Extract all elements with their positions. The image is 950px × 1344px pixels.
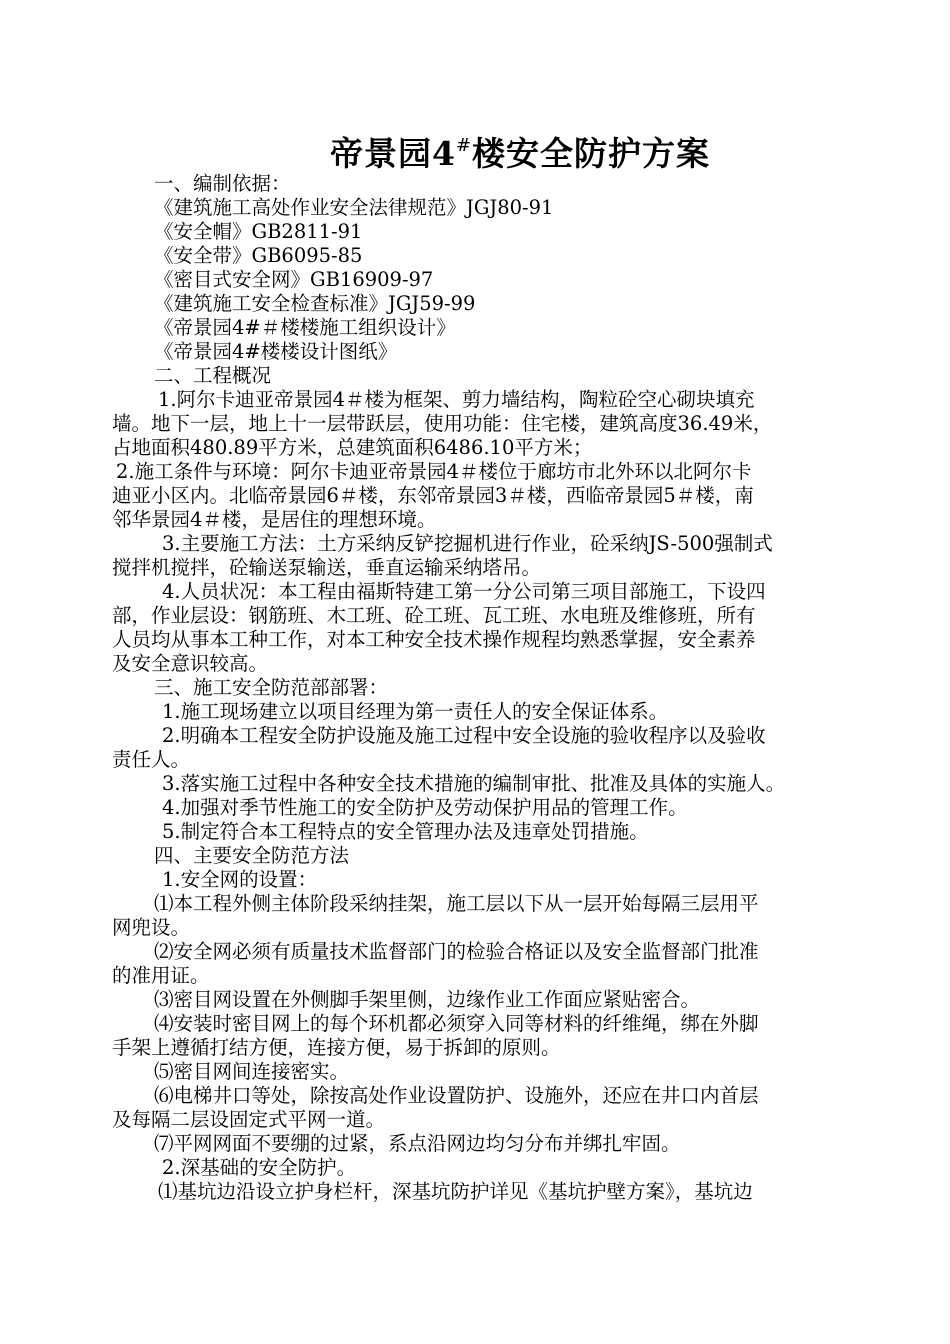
text-line: 迪亚小区内。北临帝景园6＃楼，东邻帝景园3＃楼，西临帝景园5＃楼，南: [112, 484, 754, 507]
text-line: 搅拌机搅拌，砼输送泵输送，垂直运输采纳塔吊。: [112, 556, 542, 579]
text-line: 网兜设。: [112, 916, 191, 939]
text-line: 部，作业层设：钢筋班、木工班、砼工班、瓦工班、水电班及维修班，所有: [112, 604, 756, 627]
text-line: 责任人。: [112, 748, 191, 771]
text-line: 手架上遵循打结方便，连接方便，易于拆卸的原则。: [112, 1036, 561, 1059]
text-line: 1.安全网的设置：: [162, 868, 318, 891]
text-line: 《安全带》GB6095-85: [154, 244, 363, 267]
title-main: 帝景园4: [329, 134, 456, 173]
text-line: 1.施工现场建立以项目经理为第一责任人的安全保证体系。: [162, 700, 669, 723]
text-line: 《安全帽》GB2811-91: [154, 220, 363, 243]
text-line: ⑴本工程外侧主体阶段采纳挂架，施工层以下从一层开始每隔三层用平: [154, 892, 759, 915]
text-line: ⑶密目网设置在外侧脚手架里侧，边缘作业工作面应紧贴密合。: [154, 988, 701, 1011]
text-line: 4.人员状况：本工程由福斯特建工第一分公司第三项目部施工，下设四: [162, 580, 766, 603]
text-line: 三、施工安全防范部部署：: [154, 676, 389, 699]
document-body: [112, 172, 862, 1204]
text-line: 二、工程概况: [154, 364, 272, 387]
document-title: [0, 128, 950, 175]
text-line: 2.明确本工程安全防护设施及施工过程中安全设施的验收程序以及验收: [162, 724, 766, 747]
text-line: 1.阿尔卡迪亚帝景园4＃楼为框架、剪力墙结构，陶粒砼空心砌块填充: [158, 388, 755, 411]
text-line: ⑴基坑边沿设立护身栏杆，深基坑防护详见《基坑护壁方案》，基坑边: [158, 1180, 753, 1203]
title-rest: 楼安全防护方案: [472, 134, 711, 173]
text-line: 人员均从事本工种工作，对本工种安全技术操作规程均熟悉掌握，安全素养: [112, 628, 756, 651]
text-line: 占地面积480.89平方米，总建筑面积6486.10平方米；: [112, 436, 593, 459]
text-line: 3.主要施工方法：土方采纳反铲挖掘机进行作业，砼采纳JS-500强制式: [162, 532, 773, 555]
text-line: ⑸密目网间连接密实。: [154, 1060, 350, 1083]
text-line: 《帝景园4#楼楼设计图纸》: [154, 340, 398, 363]
text-line: ⑺平网网面不要绷的过紧，系点沿网边均匀分布并绑扎牢固。: [154, 1132, 681, 1155]
text-line: 及安全意识较高。: [112, 652, 269, 675]
text-line: 4.加强对季节性施工的安全防护及劳动保护用品的管理工作。: [162, 796, 688, 819]
text-line: 邻华景园4＃楼，是居住的理想环境。: [112, 508, 437, 531]
text-line: 3.落实施工过程中各种安全技术措施的编制审批、批准及具体的实施人。: [162, 772, 786, 795]
text-line: ⑹电梯井口等处，除按高处作业设置防护、设施外，还应在井口内首层: [154, 1084, 759, 1107]
text-line: ⑵安全网必须有质量技术监督部门的检验合格证以及安全监督部门批准: [154, 940, 759, 963]
text-line: 及每隔二层设固定式平网一道。: [112, 1108, 386, 1131]
text-line: 2.深基础的安全防护。: [162, 1156, 357, 1179]
text-line: 《密目式安全网》GB16909-97: [154, 268, 434, 291]
text-line: 墙。地下一层，地上十一层带跃层，使用功能：住宅楼，建筑高度36.49米，: [112, 412, 773, 435]
text-line: 的准用证。: [112, 964, 210, 987]
text-line: 《帝景园4#＃楼楼施工组织设计》: [154, 316, 456, 339]
text-line: 5.制定符合本工程特点的安全管理办法及违章处罚措施。: [162, 820, 649, 843]
text-line: 《建筑施工安全检查标准》JGJ59-99: [154, 292, 476, 315]
text-line: ⑷安装时密目网上的每个环机都必须穿入同等材料的纤维绳，绑在外脚: [154, 1012, 759, 1035]
text-line: 2.施工条件与环境：阿尔卡迪亚帝景园4＃楼位于廊坊市北外环以北阿尔卡: [116, 460, 752, 483]
text-line: 一、编制依据：: [154, 172, 291, 195]
text-line: 《建筑施工高处作业安全法律规范》JGJ80-91: [154, 196, 554, 219]
text-line: 四、主要安全防范方法: [154, 844, 350, 867]
title-superscript: #: [455, 135, 473, 156]
